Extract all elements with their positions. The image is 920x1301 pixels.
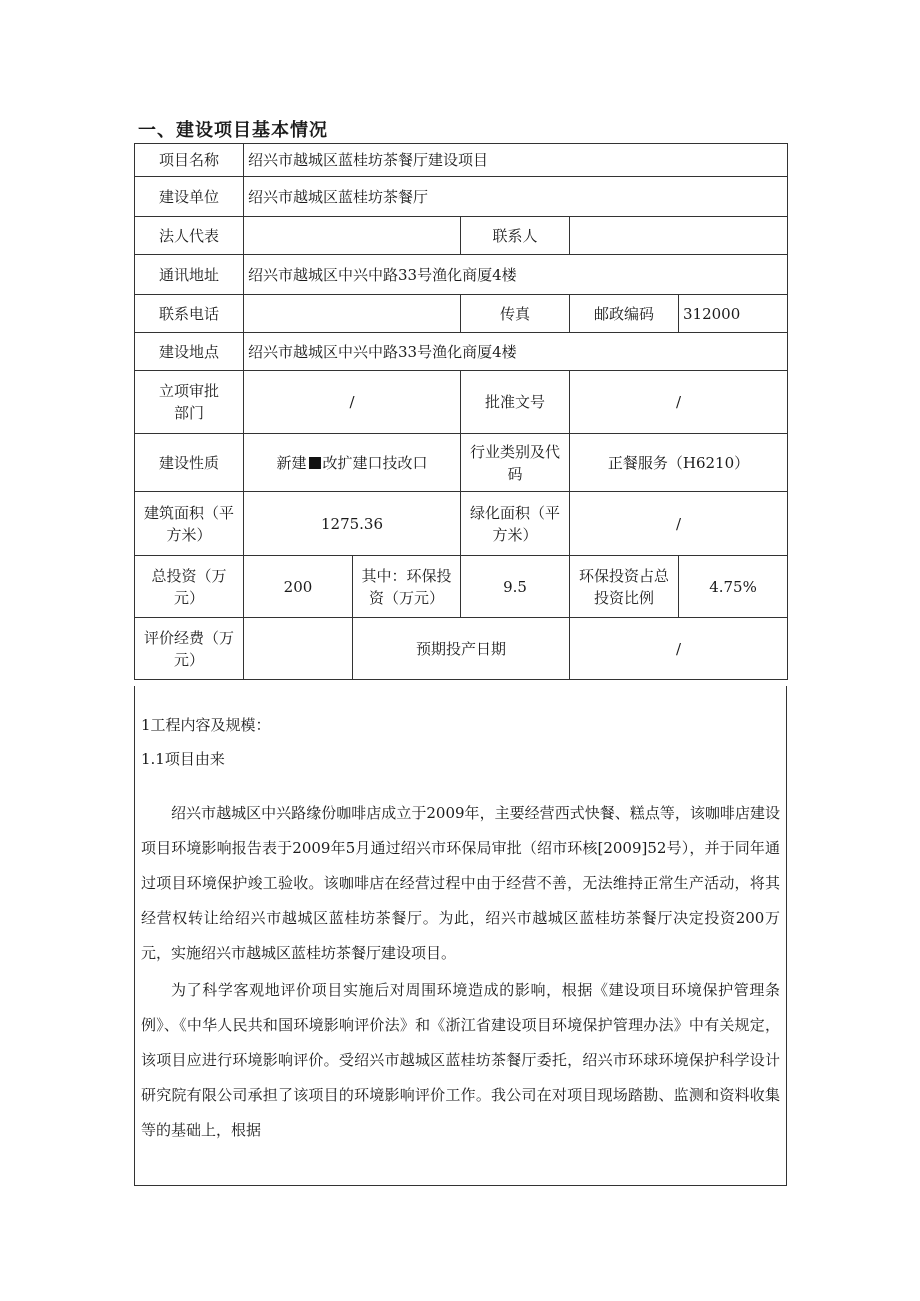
site-label: 建设地点 xyxy=(135,333,244,371)
fee-label: 评价经费（万 元） xyxy=(135,618,244,680)
phone-label: 联系电话 xyxy=(135,295,244,333)
address-value: 绍兴市越城区中兴中路33号渔化商厦4楼 xyxy=(244,255,788,295)
project-name-value: 绍兴市越城区蓝桂坊茶餐厅建设项目 xyxy=(244,144,788,177)
nature-value: 新建 改扩建口技改口 xyxy=(244,434,461,492)
contact-label: 联系人 xyxy=(461,217,570,255)
ratio-label: 环保投资占总 投资比例 xyxy=(570,556,679,618)
approval-no-value: / xyxy=(570,371,788,434)
invest-label: 总投资（万 元） xyxy=(135,556,244,618)
fax-label: 传真 xyxy=(461,295,570,333)
ratio-value: 4.75% xyxy=(679,556,788,618)
date-value: / xyxy=(570,618,788,680)
project-content-section xyxy=(134,686,787,1186)
green-value: / xyxy=(570,492,788,556)
checked-box-icon xyxy=(309,457,321,469)
date-label: 预期投产日期 xyxy=(353,618,570,680)
unit-label: 建设单位 xyxy=(135,177,244,217)
industry-label: 行业类别及代 码 xyxy=(461,434,570,492)
area-label: 建筑面积（平 方米） xyxy=(135,492,244,556)
env-invest-label: 其中：环保投 资（万元） xyxy=(353,556,461,618)
section-title: 1工程内容及规模： xyxy=(141,716,271,734)
env-invest-value: 9.5 xyxy=(461,556,570,618)
green-label: 绿化面积（平 方米） xyxy=(461,492,570,556)
paragraph-evaluation: 为了科学客观地评价项目实施后对周围环境造成的影响，根据《建设项目环境保护管理条例》、《中华人民共和国环境影响评价法》和《浙江省建设项目环境保护管理办法》中有关规定，该项目应进行环境影响评价。受绍兴市越城区蓝桂坊茶餐厅委托，绍兴市环球环境保护科学设计研究院有限公司承担了该项目的环境影响评价工作。我公司在对项目现场踏勘、监测和资料收集等的基础上，根据 xyxy=(141,981,780,1139)
site-value: 绍兴市越城区中兴中路33号渔化商厦4楼 xyxy=(244,333,788,371)
invest-value: 200 xyxy=(244,556,353,618)
subsection-title: 1.1项目由来 xyxy=(141,750,225,768)
phone-value xyxy=(244,295,461,333)
fee-value xyxy=(244,618,353,680)
contact-value xyxy=(570,217,788,255)
project-info-table xyxy=(134,143,788,680)
unit-value: 绍兴市越城区蓝桂坊茶餐厅 xyxy=(244,177,788,217)
legal-rep-label: 法人代表 xyxy=(135,217,244,255)
paragraph-origin: 绍兴市越城区中兴路缘份咖啡店成立于2009年，主要经营西式快餐、糕点等，该咖啡店建设项目环境影响报告表于2009年5月通过绍兴市环保局审批（绍市环核[2009]52号），并于同年通过项目环境保护竣工验收。该咖啡店在经营过程中由于经营不善，无法维持正常生产活动，将其经营权转让给绍兴市越城区蓝桂坊茶餐厅。为此，绍兴市越城区蓝桂坊茶餐厅决定投资200万元，实施绍兴市越城区蓝桂坊茶餐厅建设项目。 xyxy=(141,804,780,962)
area-value: 1275.36 xyxy=(244,492,461,556)
postcode-label: 邮政编码 xyxy=(570,295,679,333)
approval-no-label: 批准文号 xyxy=(461,371,570,434)
address-label: 通讯地址 xyxy=(135,255,244,295)
legal-rep-value xyxy=(244,217,461,255)
nature-label: 建设性质 xyxy=(135,434,244,492)
approval-dept-value: / xyxy=(244,371,461,434)
postcode-value: 312000 xyxy=(679,295,788,333)
project-name-label: 项目名称 xyxy=(135,144,244,177)
approval-dept-label: 立项审批 部门 xyxy=(135,371,244,434)
industry-value: 正餐服务（H6210） xyxy=(570,434,788,492)
section-heading: 一、建设项目基本情况 xyxy=(138,120,328,141)
